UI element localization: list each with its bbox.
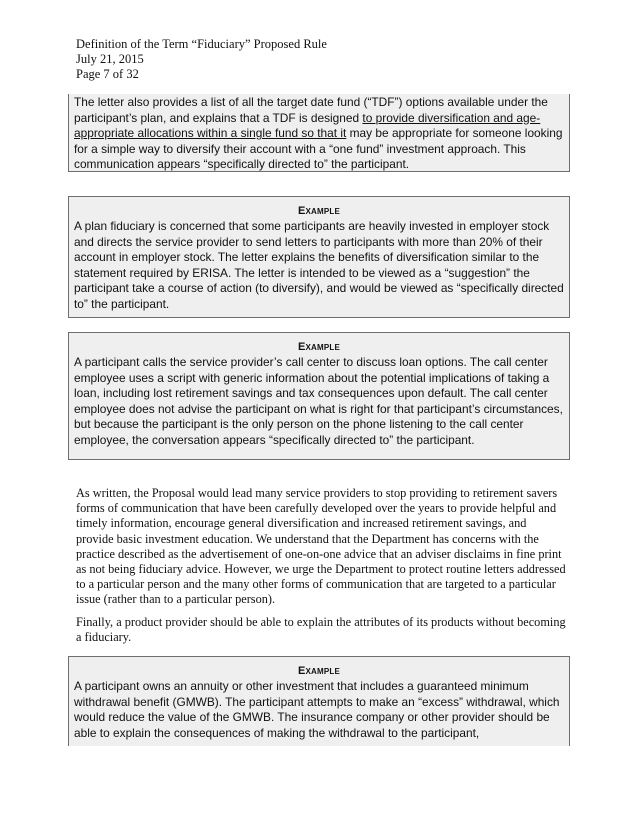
example-heading: Example <box>297 205 341 217</box>
underlined-text: to provide diversification and age-appropriate allocations within a single fund so that it <box>74 110 541 141</box>
document-title: Definition of the Term “Fiduciary” Proposed Rule <box>76 37 327 51</box>
body-paragraph-product-provider: Finally, a product provider should be able to explain the attributes of its products without becoming a fiduciary. <box>76 615 566 645</box>
document-date: July 21, 2015 <box>76 52 144 66</box>
example-text: A participant owns an annuity or other investment that includes a guaranteed minimum withdrawal benefit (GMWB). The participant attempts to make an “excess” withdrawal, which would reduce the value of the GMWB. The insurance company or other provider should be able to explain the consequences of making the withdrawal to the participant, <box>74 679 560 740</box>
example-heading: Example <box>297 665 341 677</box>
body-paragraph-proposal: As written, the Proposal would lead many service providers to stop providing to retirement savers forms of communication that have been carefully developed over the years to provide helpful and timely information, encourage general diversification and increased retirement savings, and provide basic investment education. We understand that the Department has concerns with the practice described as the advertisement of one-on-one advice that an adviser disclaims in fine print as not being fiduciary advice. However, we urge the Department to protect routine letters addressed to a particular person and the many other forms of communication that are targeted to a particular issue (rather than to a particular person). <box>76 486 566 607</box>
example-text: The letter also provides a list of all the target date fund (“TDF”) options available under the participant’s plan, and explains that a TDF is designed to provide diversification and age-appropriate allocations within a single fund so that it may be appropriate for someone looking for a simple way to diversify their account with a “one fund” investment approach. This communication appears “specifically directed to” the participant. <box>74 95 563 172</box>
page-header <box>76 37 327 82</box>
example-box-call-center <box>68 332 570 460</box>
example-text: A plan fiduciary is concerned that some participants are heavily invested in employer stock and directs the service provider to send letters to participants with more than 20% of their account in employer stock. The letter explains the benefits of diversification similar to the statement required by ERISA. The letter is intended to be viewed as a “suggestion” the participant take a course of action (to diversify), and would be viewed as “specifically directed to” the participant. <box>74 219 564 311</box>
example-text: A participant calls the service provider’s call center to discuss loan options. The call center employee uses a script with generic information about the potential implications of taking a loan, including lost retirement savings and tax consequences upon default. The call center employee does not advise the participant on what is right for that participant’s circumstances, but because the participant is the only person on the phone listening to the call center employee, the conversation appears “specifically directed to” the participant. <box>74 355 563 447</box>
example-box-tdf-letter <box>68 94 570 172</box>
example-box-employer-stock <box>68 196 570 318</box>
example-heading: Example <box>297 341 341 353</box>
page-number: Page 7 of 32 <box>76 67 139 81</box>
example-box-gmwb <box>68 656 570 746</box>
